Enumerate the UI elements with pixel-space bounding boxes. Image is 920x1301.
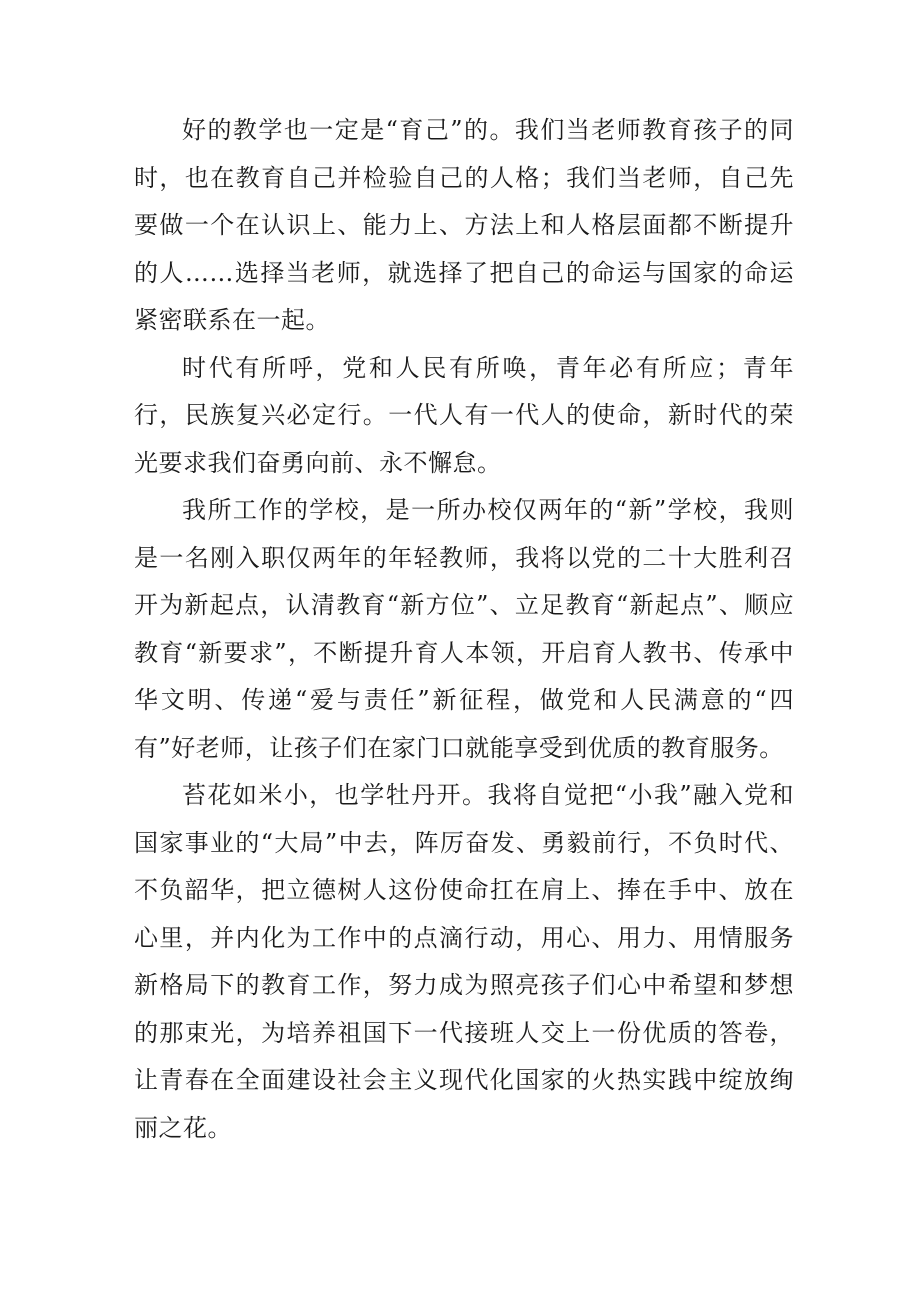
- paragraph-3: 我所工作的学校，是一所办校仅两年的“新”学校，我则是一名刚入职仅两年的年轻教师，我将以党的二十大胜利召开为新起点，认清教育“新方位”、立足教育“新起点”、顺应教育“新要求”，不断提升育人本领，开启育人教书、传承中华文明、传递“爱与责任”新征程，做党和人民满意的“四有”好老师，让孩子们在家门口就能享受到优质的教育服务。: [134, 496, 794, 762]
- paragraph-4: 苔花如米小，也学牡丹开。我将自觉把“小我”融入党和国家事业的“大局”中去，阵厉奋发、勇毅前行，不负时代、不负韶华，把立德树人这份使命扛在肩上、捧在手中、放在心里，并内化为工作中的点滴行动，用心、用力、用情服务新格局下的教育工作，努力成为照亮孩子们心中希望和梦想的那束光，为培养祖国下一代接班人交上一份优质的答卷，让青春在全面建设社会主义现代化国家的火热实践中绽放绚丽之花。: [134, 781, 794, 1142]
- paragraph-2: 时代有所呼，党和人民有所唤，青年必有所应；青年行，民族复兴必定行。一代人有一代人的使命，新时代的荣光要求我们奋勇向前、永不懈怠。: [134, 353, 794, 477]
- paragraph-1: 好的教学也一定是“育己”的。我们当老师教育孩子的同时，也在教育自己并检验自己的人格；我们当老师，自己先要做一个在认识上、能力上、方法上和人格层面都不断提升的人……选择当老师，就选择了把自己的命运与国家的命运紧密联系在一起。: [134, 116, 794, 334]
- document-body: [134, 107, 794, 1152]
